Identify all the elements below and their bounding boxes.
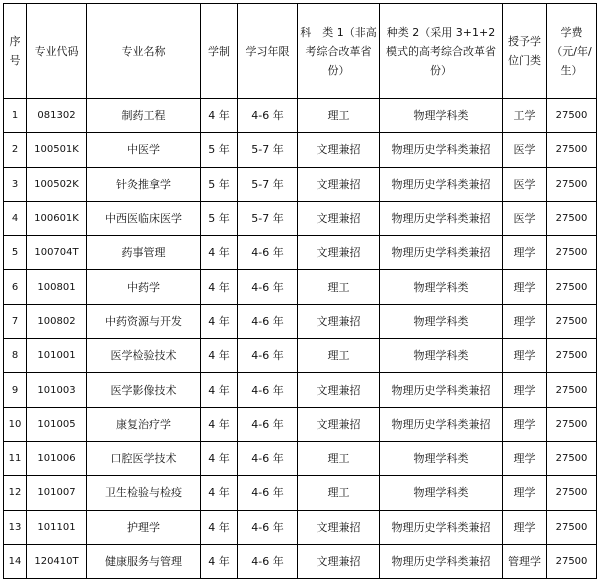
cell-name: 针灸推拿学 — [87, 167, 201, 201]
cell-category-2: 物理历史学科类兼招 — [380, 201, 503, 235]
cell-category-2: 物理历史学科类兼招 — [380, 236, 503, 270]
cell-name: 中药资源与开发 — [87, 304, 201, 338]
majors-table — [3, 3, 597, 579]
header-fee: 学费（元/年/生） — [547, 4, 597, 99]
cell-seq: 14 — [4, 544, 27, 578]
cell-years: 4-6 年 — [238, 476, 298, 510]
header-seq: 序号 — [4, 4, 27, 99]
cell-degree: 管理学 — [503, 544, 547, 578]
cell-years: 4-6 年 — [238, 510, 298, 544]
cell-degree: 理学 — [503, 270, 547, 304]
cell-duration: 4 年 — [201, 544, 238, 578]
cell-code: 101006 — [27, 441, 87, 475]
table-row — [4, 544, 597, 578]
cell-category-1: 理工 — [298, 339, 380, 373]
cell-category-2: 物理学科类 — [380, 441, 503, 475]
cell-category-1: 理工 — [298, 441, 380, 475]
cell-degree: 理学 — [503, 373, 547, 407]
cell-years: 4-6 年 — [238, 304, 298, 338]
cell-category-2: 物理历史学科类兼招 — [380, 510, 503, 544]
header-category-1: 科 类 1（非高考综合改革省份） — [298, 4, 380, 99]
cell-name: 医学检验技术 — [87, 339, 201, 373]
cell-category-2: 物理学科类 — [380, 99, 503, 133]
cell-name: 健康服务与管理 — [87, 544, 201, 578]
cell-name: 药事管理 — [87, 236, 201, 270]
cell-fee: 27500 — [547, 407, 597, 441]
cell-code: 100501K — [27, 133, 87, 167]
cell-category-2: 物理学科类 — [380, 270, 503, 304]
cell-category-1: 文理兼招 — [298, 133, 380, 167]
cell-category-1: 文理兼招 — [298, 510, 380, 544]
cell-category-1: 文理兼招 — [298, 167, 380, 201]
header-duration: 学制 — [201, 4, 238, 99]
cell-category-2: 物理学科类 — [380, 476, 503, 510]
cell-category-2: 物理历史学科类兼招 — [380, 407, 503, 441]
cell-degree: 理学 — [503, 236, 547, 270]
cell-degree: 理学 — [503, 441, 547, 475]
cell-years: 5-7 年 — [238, 201, 298, 235]
table-row — [4, 407, 597, 441]
cell-degree: 工学 — [503, 99, 547, 133]
cell-degree: 理学 — [503, 476, 547, 510]
cell-duration: 5 年 — [201, 201, 238, 235]
cell-category-2: 物理学科类 — [380, 339, 503, 373]
header-code: 专业代码 — [27, 4, 87, 99]
cell-fee: 27500 — [547, 544, 597, 578]
cell-fee: 27500 — [547, 339, 597, 373]
cell-degree: 理学 — [503, 304, 547, 338]
cell-category-2: 物理历史学科类兼招 — [380, 544, 503, 578]
cell-years: 4-6 年 — [238, 373, 298, 407]
cell-fee: 27500 — [547, 133, 597, 167]
cell-years: 4-6 年 — [238, 270, 298, 304]
cell-code: 100802 — [27, 304, 87, 338]
cell-seq: 9 — [4, 373, 27, 407]
cell-degree: 医学 — [503, 167, 547, 201]
cell-degree: 理学 — [503, 510, 547, 544]
cell-duration: 4 年 — [201, 441, 238, 475]
cell-name: 康复治疗学 — [87, 407, 201, 441]
cell-seq: 10 — [4, 407, 27, 441]
cell-seq: 11 — [4, 441, 27, 475]
cell-fee: 27500 — [547, 167, 597, 201]
table-row — [4, 339, 597, 373]
cell-code: 101101 — [27, 510, 87, 544]
cell-seq: 12 — [4, 476, 27, 510]
cell-name: 卫生检验与检疫 — [87, 476, 201, 510]
cell-category-1: 理工 — [298, 270, 380, 304]
table-row — [4, 441, 597, 475]
cell-degree: 医学 — [503, 133, 547, 167]
cell-category-1: 文理兼招 — [298, 236, 380, 270]
cell-seq: 3 — [4, 167, 27, 201]
header-category-2: 种类 2（采用 3+1+2 模式的高考综合改革省份） — [380, 4, 503, 99]
table-row — [4, 236, 597, 270]
cell-name: 护理学 — [87, 510, 201, 544]
cell-fee: 27500 — [547, 373, 597, 407]
cell-fee: 27500 — [547, 201, 597, 235]
cell-name: 中医学 — [87, 133, 201, 167]
cell-years: 4-6 年 — [238, 99, 298, 133]
cell-degree: 理学 — [503, 407, 547, 441]
table-row — [4, 133, 597, 167]
cell-seq: 4 — [4, 201, 27, 235]
cell-code: 101001 — [27, 339, 87, 373]
cell-years: 4-6 年 — [238, 339, 298, 373]
cell-category-2: 物理历史学科类兼招 — [380, 167, 503, 201]
cell-fee: 27500 — [547, 99, 597, 133]
cell-duration: 4 年 — [201, 304, 238, 338]
cell-seq: 7 — [4, 304, 27, 338]
cell-seq: 1 — [4, 99, 27, 133]
cell-fee: 27500 — [547, 236, 597, 270]
table-row — [4, 99, 597, 133]
table-row — [4, 270, 597, 304]
cell-duration: 5 年 — [201, 133, 238, 167]
cell-years: 5-7 年 — [238, 133, 298, 167]
cell-seq: 2 — [4, 133, 27, 167]
cell-code: 100704T — [27, 236, 87, 270]
cell-years: 4-6 年 — [238, 236, 298, 270]
table-body — [4, 99, 597, 579]
table-row — [4, 476, 597, 510]
cell-duration: 4 年 — [201, 339, 238, 373]
table-row — [4, 510, 597, 544]
cell-code: 101005 — [27, 407, 87, 441]
cell-duration: 4 年 — [201, 373, 238, 407]
cell-fee: 27500 — [547, 304, 597, 338]
cell-duration: 4 年 — [201, 236, 238, 270]
cell-name: 中药学 — [87, 270, 201, 304]
cell-category-2: 物理历史学科类兼招 — [380, 133, 503, 167]
cell-duration: 4 年 — [201, 476, 238, 510]
table-row — [4, 304, 597, 338]
cell-name: 口腔医学技术 — [87, 441, 201, 475]
table-row — [4, 201, 597, 235]
cell-duration: 4 年 — [201, 270, 238, 304]
cell-code: 100801 — [27, 270, 87, 304]
cell-years: 4-6 年 — [238, 544, 298, 578]
cell-degree: 理学 — [503, 339, 547, 373]
cell-duration: 4 年 — [201, 99, 238, 133]
cell-degree: 医学 — [503, 201, 547, 235]
cell-years: 5-7 年 — [238, 167, 298, 201]
cell-years: 4-6 年 — [238, 441, 298, 475]
cell-years: 4-6 年 — [238, 407, 298, 441]
cell-code: 100601K — [27, 201, 87, 235]
cell-fee: 27500 — [547, 441, 597, 475]
cell-code: 100502K — [27, 167, 87, 201]
cell-duration: 4 年 — [201, 407, 238, 441]
cell-name: 中西医临床医学 — [87, 201, 201, 235]
cell-category-1: 理工 — [298, 99, 380, 133]
cell-category-2: 物理历史学科类兼招 — [380, 373, 503, 407]
table-row — [4, 167, 597, 201]
cell-name: 医学影像技术 — [87, 373, 201, 407]
cell-category-2: 物理学科类 — [380, 304, 503, 338]
header-degree: 授予学位门类 — [503, 4, 547, 99]
cell-code: 101003 — [27, 373, 87, 407]
cell-category-1: 文理兼招 — [298, 373, 380, 407]
cell-fee: 27500 — [547, 270, 597, 304]
cell-fee: 27500 — [547, 510, 597, 544]
cell-seq: 6 — [4, 270, 27, 304]
cell-duration: 5 年 — [201, 167, 238, 201]
cell-category-1: 文理兼招 — [298, 201, 380, 235]
cell-seq: 8 — [4, 339, 27, 373]
cell-code: 081302 — [27, 99, 87, 133]
table-row — [4, 373, 597, 407]
cell-category-1: 文理兼招 — [298, 544, 380, 578]
cell-name: 制药工程 — [87, 99, 201, 133]
cell-category-1: 文理兼招 — [298, 407, 380, 441]
cell-category-1: 理工 — [298, 476, 380, 510]
cell-category-1: 文理兼招 — [298, 304, 380, 338]
cell-fee: 27500 — [547, 476, 597, 510]
cell-code: 101007 — [27, 476, 87, 510]
cell-seq: 13 — [4, 510, 27, 544]
header-row — [4, 4, 597, 99]
cell-seq: 5 — [4, 236, 27, 270]
header-years: 学习年限 — [238, 4, 298, 99]
header-name: 专业名称 — [87, 4, 201, 99]
cell-duration: 4 年 — [201, 510, 238, 544]
cell-code: 120410T — [27, 544, 87, 578]
